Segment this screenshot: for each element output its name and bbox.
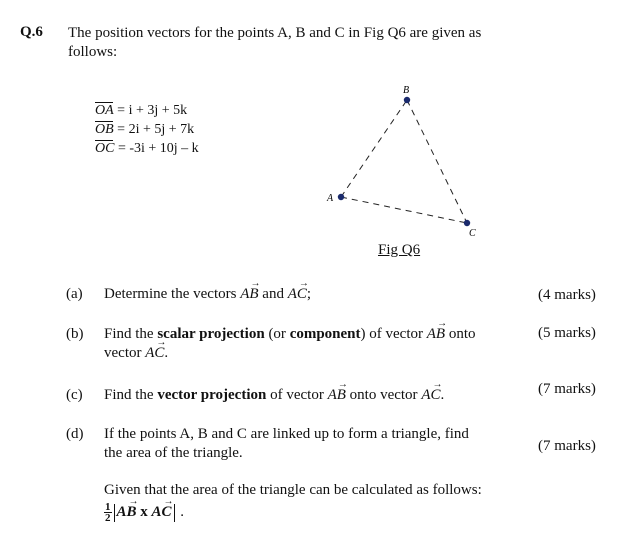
edge-bc	[407, 100, 467, 223]
given-formula	[104, 481, 482, 523]
part-b-text1: Find the	[104, 326, 158, 342]
part-b-bold2: component	[289, 326, 361, 342]
part-d-label: (d)	[66, 426, 84, 442]
label-c: C	[469, 228, 476, 239]
part-c-text	[104, 386, 444, 405]
part-a-label: (a)	[66, 286, 83, 302]
part-c-text1: Find the	[104, 387, 158, 403]
part-b-marks: (5 marks)	[538, 325, 596, 341]
part-a-end: ;	[306, 286, 312, 302]
part-c-marks: (7 marks)	[538, 381, 596, 397]
part-c-bold1: vector projection	[157, 387, 267, 403]
abs-bar-right	[174, 504, 175, 522]
part-b-mid3: onto	[445, 326, 476, 342]
vector-ac: → AC	[288, 285, 307, 304]
vector-ob-value: = 2i + 5j + 7k	[113, 122, 195, 137]
part-c-mid2: onto vector	[345, 387, 422, 403]
point-c	[464, 220, 470, 226]
vector-ab: → AB	[328, 386, 346, 405]
part-c-label: (c)	[66, 387, 83, 403]
part-b-mid1: (or	[264, 326, 290, 342]
half-fraction	[104, 502, 112, 523]
part-c-end: .	[440, 387, 445, 403]
part-a-text1: Determine the vectors	[104, 286, 241, 302]
position-vectors	[95, 101, 199, 158]
fraction-denominator: 2	[105, 512, 111, 524]
question-intro: The position vectors for the points A, B and C in Fig Q6 are given as follows:	[68, 25, 482, 60]
vector-ob	[95, 120, 199, 139]
vector-oa-value: = i + 3j + 5k	[113, 103, 188, 118]
cross-symbol: x	[136, 503, 152, 520]
vector-ac: → AC	[152, 503, 172, 522]
edge-ab	[341, 100, 407, 197]
vector-ac: → AC	[145, 344, 164, 363]
part-c-mid1: of vector	[266, 387, 328, 403]
vector-oa	[95, 101, 199, 120]
abs-bar-left	[114, 504, 115, 522]
triangle-diagram	[325, 80, 485, 240]
label-a: A	[327, 193, 334, 204]
vector-ab: → AB	[427, 325, 445, 344]
part-b-mid2: ) of vector	[360, 326, 427, 342]
point-a	[338, 194, 344, 200]
fraction-numerator: 1	[105, 501, 111, 513]
vector-oc-value: = -3i + 10j – k	[114, 141, 199, 156]
area-formula	[104, 502, 482, 523]
part-d-line2: the area of the triangle.	[104, 445, 243, 461]
part-b-end: .	[164, 345, 169, 361]
part-d-line1: If the points A, B and C are linked up to form a triangle, find	[104, 426, 469, 442]
part-b-text	[104, 325, 476, 363]
part-b-label: (b)	[66, 326, 84, 342]
point-b	[404, 97, 410, 103]
part-d-marks: (7 marks)	[538, 438, 596, 454]
vector-ac: → AC	[421, 386, 440, 405]
vector-oa-name: OA	[95, 103, 114, 118]
vector-ab: → AB	[240, 285, 258, 304]
part-d-text	[104, 425, 469, 463]
part-b-bold1: scalar projection	[157, 326, 265, 342]
part-b-line2: vector	[104, 345, 146, 361]
question-number: Q.6	[20, 24, 43, 40]
figure-caption: Fig Q6	[378, 242, 421, 258]
part-a-and: and	[258, 286, 288, 302]
vector-ob-name: OB	[95, 122, 114, 137]
label-b: B	[403, 85, 410, 96]
part-a-text	[104, 285, 311, 304]
given-line1: Given that the area of the triangle can be calculated as follows:	[104, 482, 482, 498]
given-end: .	[176, 503, 185, 520]
vector-oc	[95, 139, 199, 158]
vector-oc-name: OC	[95, 141, 115, 156]
edge-ac	[341, 197, 467, 223]
part-a-marks: (4 marks)	[538, 287, 596, 303]
vector-ab: → AB	[117, 503, 137, 522]
